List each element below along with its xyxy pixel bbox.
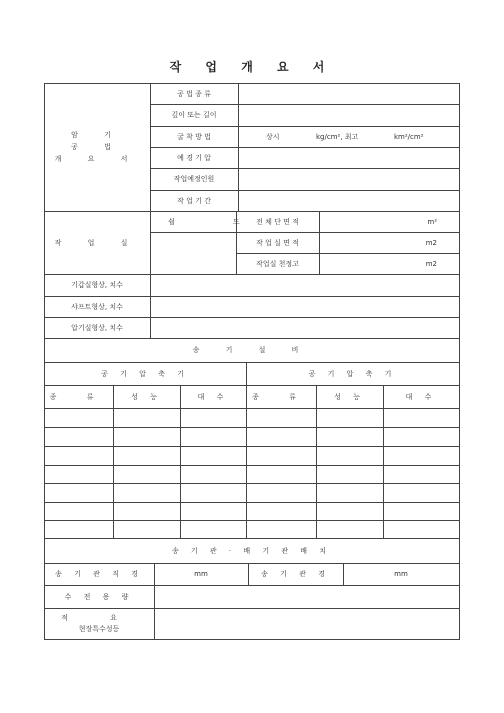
expected-pressure-label: 예 경 기 압 bbox=[177, 153, 211, 162]
table-cell[interactable] bbox=[113, 483, 180, 502]
airlock-shape-value[interactable] bbox=[150, 274, 459, 296]
table-cell[interactable] bbox=[316, 465, 383, 483]
supply-pipe-size-unit: mm bbox=[394, 570, 408, 578]
excavation-method-label: 굴 착 방 법 bbox=[177, 132, 211, 141]
table-cell[interactable] bbox=[180, 408, 246, 427]
remarks-label bbox=[44, 608, 154, 639]
table-border-right bbox=[459, 83, 460, 640]
table-cell[interactable] bbox=[383, 502, 459, 520]
workroom-area-unit: m2 bbox=[425, 238, 437, 247]
shield-label bbox=[150, 211, 268, 232]
table-cell[interactable] bbox=[316, 446, 383, 465]
table-cell[interactable] bbox=[246, 465, 316, 483]
table-border-bottom bbox=[44, 639, 459, 640]
table-cell[interactable] bbox=[246, 446, 316, 465]
expected-pressure-value[interactable] bbox=[238, 147, 459, 168]
col-type-right: 종 류 bbox=[252, 392, 310, 401]
table-cell[interactable] bbox=[383, 465, 459, 483]
work-period-label: 작 업 기 간 bbox=[177, 196, 211, 205]
table-cell[interactable] bbox=[44, 408, 113, 427]
table-cell[interactable] bbox=[316, 520, 383, 538]
depth-length-value[interactable] bbox=[238, 104, 459, 126]
overview-label-line: 개 요 서 bbox=[54, 155, 140, 163]
table-cell[interactable] bbox=[44, 502, 113, 520]
table-cell[interactable] bbox=[113, 520, 180, 538]
method-type-label: 공 법 종 류 bbox=[177, 89, 211, 98]
depth-length-label: 깊이 또는 길이 bbox=[171, 111, 217, 119]
table-cell[interactable] bbox=[113, 446, 180, 465]
table-cell[interactable] bbox=[180, 446, 246, 465]
ceiling-height-value[interactable] bbox=[319, 253, 459, 274]
pressure-room-shape-label: 압기실형상, 치수 bbox=[71, 323, 123, 332]
supply-pipe-diameter-label: 송 기 관 직 경 bbox=[55, 570, 143, 578]
table-cell[interactable] bbox=[113, 408, 180, 427]
table-cell[interactable] bbox=[246, 520, 316, 538]
col-capacity-right: 성 능 bbox=[334, 392, 365, 401]
table-cell[interactable] bbox=[383, 446, 459, 465]
remarks-label-line: 현장특수성등 bbox=[78, 624, 120, 633]
col-capacity-left: 성 능 bbox=[131, 392, 162, 401]
table-cell[interactable] bbox=[316, 502, 383, 520]
table-cell[interactable] bbox=[246, 408, 316, 427]
table-cell[interactable] bbox=[113, 465, 180, 483]
table-cell[interactable] bbox=[246, 502, 316, 520]
total-area-label: 전 체 단 면 적 bbox=[256, 217, 299, 226]
table-cell[interactable] bbox=[44, 465, 113, 483]
pressure-room-shape-value[interactable] bbox=[150, 317, 459, 338]
table-cell[interactable] bbox=[383, 520, 459, 538]
table-cell[interactable] bbox=[316, 483, 383, 502]
table-cell[interactable] bbox=[383, 408, 459, 427]
shield-value[interactable] bbox=[150, 232, 236, 274]
table-cell[interactable] bbox=[180, 502, 246, 520]
overview-label-line: 공 법 bbox=[71, 143, 123, 151]
table-cell[interactable] bbox=[180, 427, 246, 446]
table-cell[interactable] bbox=[180, 483, 246, 502]
table-cell[interactable] bbox=[44, 427, 113, 446]
document-title: 작 업 개 요 서 bbox=[169, 60, 335, 74]
overview-label bbox=[44, 83, 150, 211]
col-type-left: 종 류 bbox=[49, 392, 108, 401]
airlock-shape-label: 기갑실형상, 치수 bbox=[71, 281, 123, 289]
remarks-label-line: 적 요 bbox=[61, 613, 137, 622]
shaft-shape-label: 샤프트형상, 치수 bbox=[71, 302, 123, 311]
table-cell[interactable] bbox=[383, 427, 459, 446]
ceiling-height-label: 작업실 천정고 bbox=[256, 259, 299, 268]
table-cell[interactable] bbox=[316, 408, 383, 427]
planned-workers-label: 작업예정인원 bbox=[173, 175, 215, 183]
max-pressure-text: kg/cm², 최고 bbox=[316, 132, 359, 141]
planned-workers-value[interactable] bbox=[238, 168, 459, 190]
col-count-left: 대 수 bbox=[197, 392, 229, 401]
unit-text: km²/cm² bbox=[394, 132, 424, 141]
table-cell[interactable] bbox=[44, 520, 113, 538]
excavation-method-value[interactable] bbox=[238, 126, 459, 147]
table-cell[interactable] bbox=[180, 520, 246, 538]
shield-label-text: 쉴 드 bbox=[168, 217, 268, 226]
table-cell[interactable] bbox=[246, 483, 316, 502]
supply-pipe-diameter-value[interactable] bbox=[154, 563, 248, 585]
compressor-left-label: 공 기 압 축 기 bbox=[101, 369, 189, 378]
table-cell[interactable] bbox=[113, 502, 180, 520]
overview-label-line: 암 기 bbox=[71, 131, 123, 139]
table-cell[interactable] bbox=[180, 465, 246, 483]
shaft-shape-value[interactable] bbox=[150, 296, 459, 317]
table-cell[interactable] bbox=[246, 427, 316, 446]
piping-section-label: 송 기 관 · 배 기 관 배 치 bbox=[171, 546, 332, 555]
total-area-value[interactable] bbox=[319, 211, 459, 232]
workroom-label: 작 업 실 bbox=[54, 238, 140, 247]
remarks-value[interactable] bbox=[154, 608, 459, 639]
supply-pipe-size-value[interactable] bbox=[343, 563, 459, 585]
power-capacity-label: 수 전 용 량 bbox=[64, 592, 134, 601]
total-area-unit: m² bbox=[427, 217, 437, 226]
col-count-right: 대 수 bbox=[405, 392, 437, 401]
air-supply-section-label: 송 기 설 비 bbox=[192, 346, 311, 354]
work-period-value[interactable] bbox=[238, 190, 459, 211]
table-cell[interactable] bbox=[44, 483, 113, 502]
table-cell[interactable] bbox=[316, 427, 383, 446]
ceiling-height-unit: m2 bbox=[425, 259, 437, 268]
power-capacity-value[interactable] bbox=[154, 585, 459, 608]
workroom-area-label: 작 업 실 면 적 bbox=[256, 238, 299, 247]
compressor-right-label: 공 기 압 축 기 bbox=[308, 369, 397, 378]
supply-pipe-diameter-unit: mm bbox=[194, 570, 208, 578]
table-cell[interactable] bbox=[44, 446, 113, 465]
table-cell[interactable] bbox=[113, 427, 180, 446]
method-type-value[interactable] bbox=[238, 83, 459, 104]
normal-pressure-text: 상시 bbox=[266, 132, 280, 141]
workroom-area-value[interactable] bbox=[319, 232, 459, 253]
table-cell[interactable] bbox=[383, 483, 459, 502]
supply-pipe-size-label: 송 기 관 경 bbox=[261, 570, 330, 578]
